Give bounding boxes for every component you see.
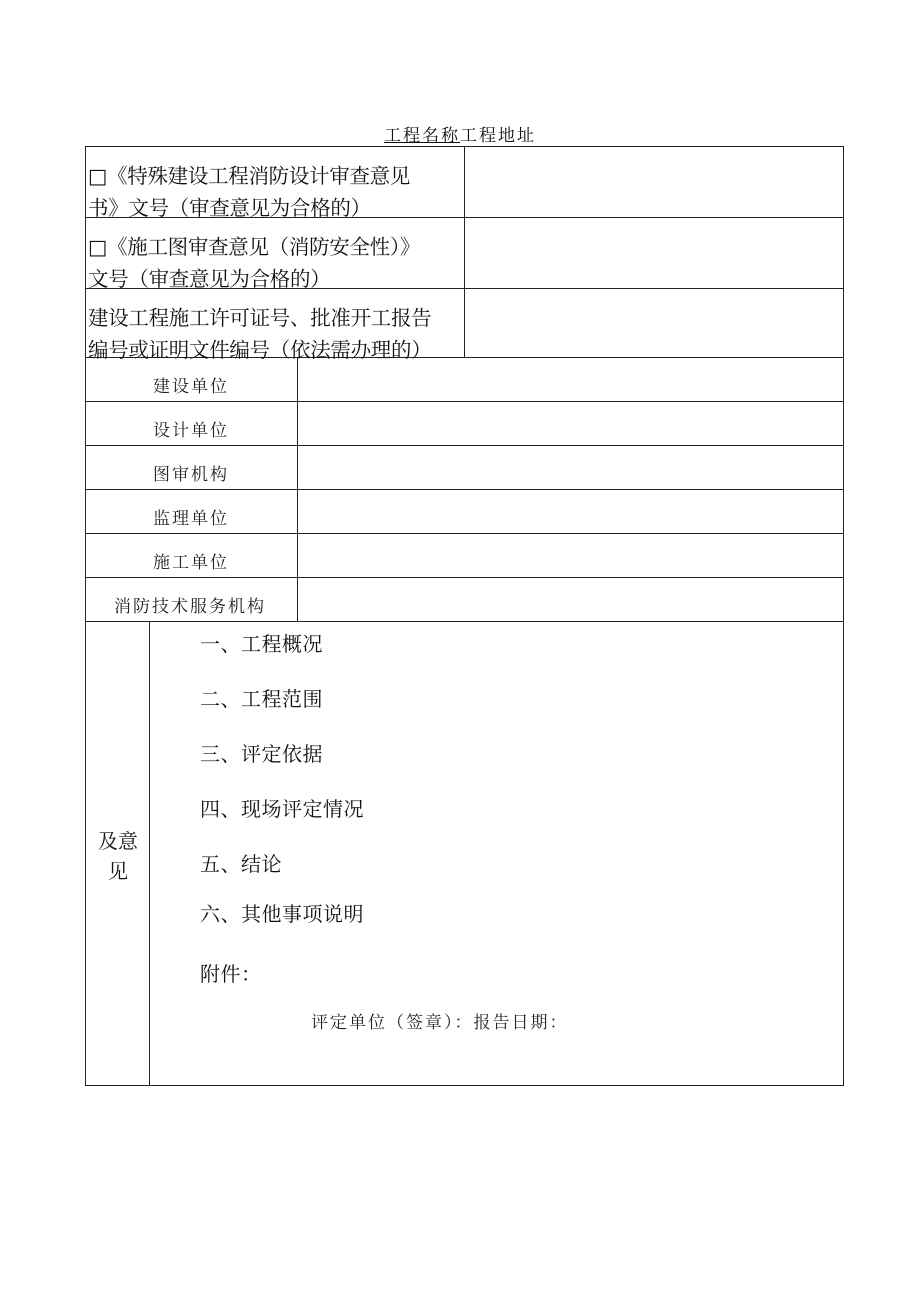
checkbox-icon[interactable]: □ bbox=[88, 235, 108, 259]
unit-row bbox=[86, 358, 843, 402]
opinion-side-label: 及意 见 bbox=[98, 829, 138, 883]
attachment-label: 附件： bbox=[200, 962, 262, 986]
unit-row bbox=[86, 534, 843, 578]
section-heading: 四、现场评定情况 bbox=[200, 797, 364, 821]
document-label: □《特殊建设工程消防设计审查意见 书》文号（审查意见为合格的） bbox=[88, 164, 411, 220]
unit-label: 监理单位 bbox=[153, 509, 229, 529]
unit-row bbox=[86, 446, 843, 490]
document-row bbox=[86, 218, 843, 289]
unit-label: 图审机构 bbox=[153, 465, 229, 485]
unit-row bbox=[86, 402, 843, 446]
opinion-section bbox=[86, 622, 843, 1085]
document-label: □《施工图审查意见（消防安全性）》 文号（审查意见为合格的） bbox=[88, 235, 421, 291]
section-heading: 二、工程范围 bbox=[200, 687, 323, 711]
unit-row bbox=[86, 578, 843, 622]
unit-label: 设计单位 bbox=[153, 421, 229, 441]
unit-label: 施工单位 bbox=[153, 553, 229, 573]
section-heading: 三、评定依据 bbox=[200, 742, 323, 766]
project-name-label: 工程名称 bbox=[384, 126, 460, 146]
document-label: 建设工程施工许可证号、批准开工报告 编号或证明文件编号（依法需办理的） bbox=[88, 306, 432, 362]
project-address-label: 工程地址 bbox=[460, 126, 536, 146]
section-heading: 五、结论 bbox=[200, 852, 282, 876]
unit-label: 建设单位 bbox=[153, 377, 229, 397]
unit-label: 消防技术服务机构 bbox=[114, 597, 266, 617]
section-heading: 一、工程概况 bbox=[200, 632, 323, 656]
unit-row bbox=[86, 490, 843, 534]
section-heading: 六、其他事项说明 bbox=[200, 902, 364, 926]
document-row bbox=[86, 147, 843, 218]
document-row bbox=[86, 289, 843, 362]
page-header bbox=[384, 121, 536, 146]
evaluation-form-table bbox=[85, 146, 844, 1086]
checkbox-icon[interactable]: □ bbox=[88, 164, 108, 188]
signature-date-line: 评定单位（签章）：报告日期： bbox=[311, 1013, 569, 1033]
